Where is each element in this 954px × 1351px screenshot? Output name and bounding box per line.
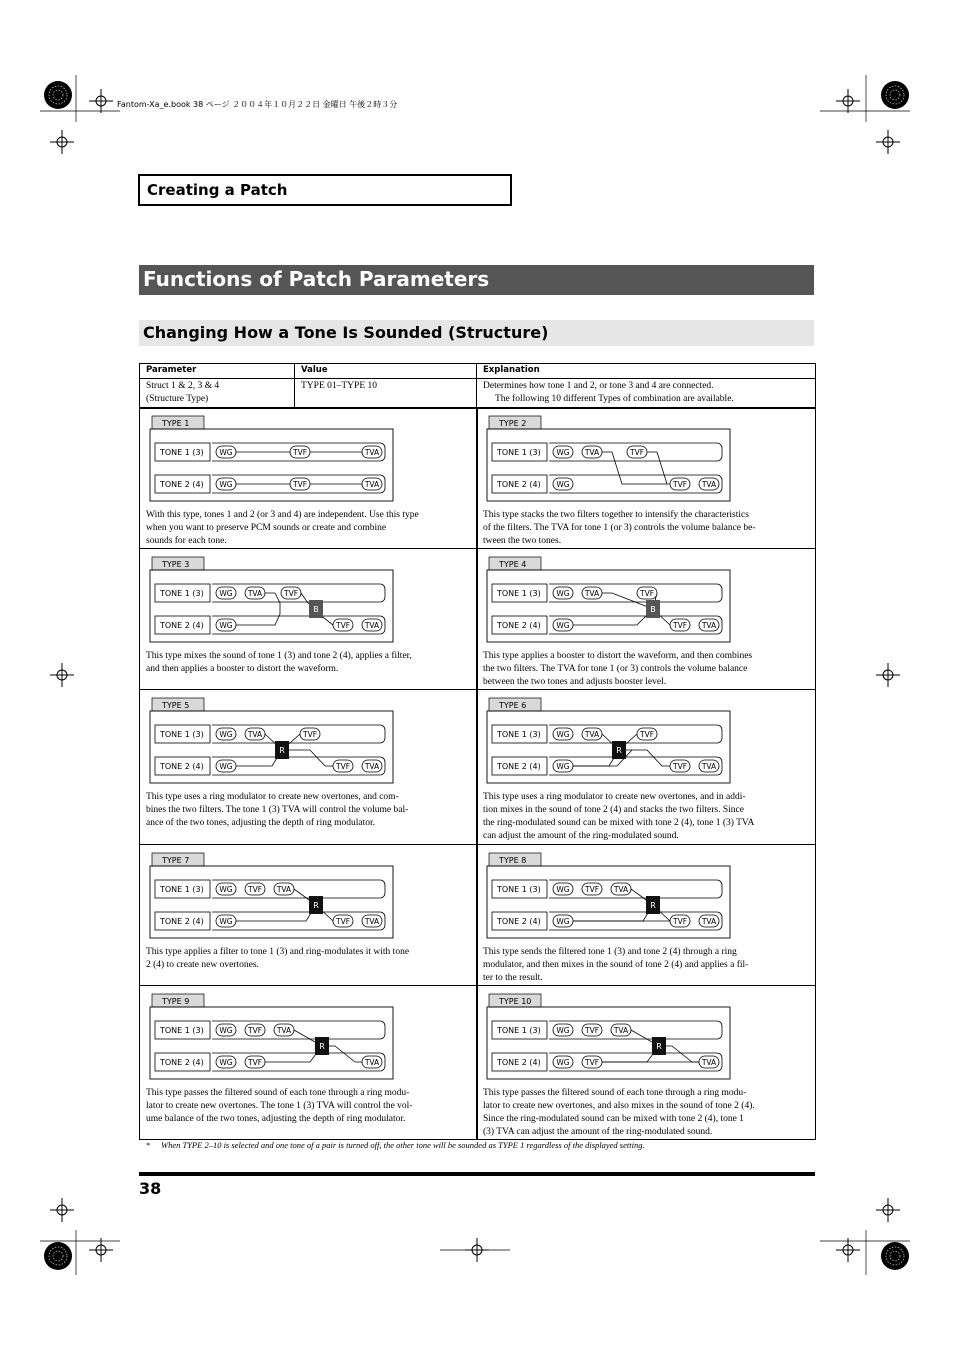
tvf-block (300, 728, 320, 740)
svg-text:TVF: TVF (335, 621, 351, 630)
tvf-block (582, 883, 602, 895)
svg-text:TVA: TVA (364, 917, 380, 926)
tvf-block (637, 728, 657, 740)
svg-text:R: R (650, 901, 656, 910)
type-label: TYPE 10 (499, 997, 532, 1006)
svg-text:WG: WG (556, 730, 570, 739)
tva-block (582, 446, 602, 458)
wg-block (216, 760, 236, 772)
svg-text:TVF: TVF (584, 885, 600, 894)
svg-text:TVF: TVF (639, 589, 655, 598)
table-header-row (140, 364, 816, 379)
tone-label: TONE 1 (3) (497, 448, 541, 457)
tvf-block (333, 619, 353, 631)
type-label: TYPE 3 (162, 560, 190, 569)
ring-modulator-block (315, 1037, 329, 1055)
structure-diagram (150, 852, 395, 942)
svg-text:TVA: TVA (364, 621, 380, 630)
description-line: This type stacks the two filters together to intensify the characteristics (483, 510, 749, 520)
svg-text:TVF: TVF (335, 762, 351, 771)
structure-diagram (150, 415, 395, 505)
description-line: the two filters. The TVA for tone 1 (or 3) controls the volume balance (483, 664, 748, 674)
type-description (146, 791, 471, 830)
tva-block (699, 915, 719, 927)
svg-text:TVF: TVF (283, 589, 299, 598)
description-line: This type applies a filter to tone 1 (3) and ring-modulates it with tone (146, 947, 410, 957)
svg-text:WG: WG (219, 621, 233, 630)
type-cell (476, 407, 816, 549)
description-line: This type mixes the sound of tone 1 (3) and tone 2 (4), applies a filter, (146, 651, 412, 661)
wg-block (216, 587, 236, 599)
svg-text:WG: WG (219, 448, 233, 457)
description-line: ter to the result. (483, 973, 543, 983)
svg-text:WG: WG (219, 917, 233, 926)
table-header: Parameter (140, 364, 295, 379)
svg-text:B: B (650, 605, 656, 614)
footnote-text: When TYPE 2–10 is selected and one tone of a pair is turned off, the other tone will be sounded as TYPE 1 regardless of the displayed setting. (161, 1140, 645, 1150)
routing-line (236, 905, 316, 921)
svg-text:R: R (319, 1042, 325, 1051)
signal-lane (212, 1021, 385, 1039)
structure-diagram (487, 556, 732, 646)
svg-text:TVA: TVA (584, 730, 600, 739)
wg-block (553, 619, 573, 631)
tone-label: TONE 2 (4) (497, 917, 541, 926)
tone-label: TONE 1 (3) (497, 730, 541, 739)
svg-text:WG: WG (219, 1058, 233, 1067)
booster-block (309, 600, 323, 618)
description-line: With this type, tones 1 and 2 (or 3 and 4) are independent. Use this type (146, 510, 419, 520)
tvf-block (245, 1056, 265, 1068)
svg-text:WG: WG (556, 917, 570, 926)
tone-label: TONE 1 (3) (160, 589, 204, 598)
svg-text:TVA: TVA (701, 1058, 717, 1067)
svg-text:TVF: TVF (335, 917, 351, 926)
structure-diagram (487, 415, 732, 505)
page-number: 38 (139, 1179, 162, 1198)
wg-block (553, 760, 573, 772)
type-description (483, 1087, 808, 1139)
tva-block (362, 446, 382, 458)
type-label: TYPE 7 (162, 856, 190, 865)
type-cell (139, 985, 478, 1140)
description-line: This type passes the filtered sound of each tone through a ring modu- (483, 1088, 747, 1098)
svg-text:TVF: TVF (672, 917, 688, 926)
svg-text:TVA: TVA (701, 762, 717, 771)
description-line: lator to create new overtones. The tone 1 (3) TVA will control the vol- (146, 1101, 413, 1111)
svg-text:TVA: TVA (276, 1026, 292, 1035)
svg-text:WG: WG (556, 762, 570, 771)
wg-block (553, 587, 573, 599)
wg-block (553, 1024, 573, 1036)
wg-block (553, 446, 573, 458)
footnote-marker: * (146, 1140, 151, 1150)
parameter-subname: (Structure Type) (146, 394, 209, 404)
tva-block (362, 619, 382, 631)
tvf-block (582, 1024, 602, 1036)
svg-text:TVA: TVA (584, 589, 600, 598)
structure-diagram (487, 697, 732, 787)
description-line: and then applies a booster to distort the waveform. (146, 664, 339, 674)
tvf-block (245, 883, 265, 895)
tvf-block (637, 587, 657, 599)
description-line: tion mixes in the sound of tone 2 (4) and stacks the two filters. Since (483, 805, 744, 815)
signal-lane (549, 584, 722, 602)
svg-text:TVF: TVF (247, 1058, 263, 1067)
tva-block (699, 1056, 719, 1068)
svg-text:TVA: TVA (247, 730, 263, 739)
type-cell (476, 548, 816, 690)
tva-block (699, 619, 719, 631)
tone-label: TONE 2 (4) (497, 621, 541, 630)
table-header: Explanation (477, 364, 816, 379)
parameter-table (139, 363, 816, 409)
tone-label: TONE 2 (4) (497, 762, 541, 771)
svg-text:R: R (616, 746, 622, 755)
routing-line (573, 905, 653, 921)
signal-lane (549, 725, 722, 743)
description-line: This type passes the filtered sound of each tone through a ring modu- (146, 1088, 410, 1098)
svg-text:WG: WG (556, 1058, 570, 1067)
tvf-block (245, 1024, 265, 1036)
tone-label: TONE 2 (4) (160, 762, 204, 771)
routing-line (602, 1046, 659, 1062)
svg-text:WG: WG (556, 885, 570, 894)
tvf-block (627, 446, 647, 458)
tvf-block (333, 915, 353, 927)
wg-block (553, 478, 573, 490)
structure-diagram (487, 852, 732, 942)
tva-block (611, 883, 631, 895)
type-description (146, 946, 471, 972)
tvf-block (670, 478, 690, 490)
description-line: This type applies a booster to distort the waveform, and then combines (483, 651, 753, 661)
type-cell (476, 844, 816, 986)
description-line: This type sends the filtered tone 1 (3) and tone 2 (4) through a ring (483, 947, 737, 957)
signal-lane (212, 725, 385, 743)
svg-text:TVF: TVF (629, 448, 645, 457)
parameter-name: Struct 1 & 2, 3 & 4 (146, 381, 220, 391)
booster-block (646, 600, 660, 618)
svg-text:TVA: TVA (364, 448, 380, 457)
tva-block (582, 587, 602, 599)
wg-block (216, 1024, 236, 1036)
structure-diagram (150, 993, 395, 1083)
routing-line (647, 452, 667, 484)
svg-text:TVA: TVA (276, 885, 292, 894)
description-line: ume balance of the two tones, adjusting the depth of ring modulator. (146, 1114, 406, 1124)
wg-block (216, 1056, 236, 1068)
svg-text:B: B (313, 605, 319, 614)
tvf-block (670, 619, 690, 631)
ring-modulator-block (646, 896, 660, 914)
svg-text:TVF: TVF (292, 480, 308, 489)
tone-label: TONE 1 (3) (497, 1026, 541, 1035)
sub-heading-text: Changing How a Tone Is Sounded (Structure) (143, 323, 549, 342)
type-description (483, 791, 808, 843)
type-cell (476, 985, 816, 1140)
section-title: Creating a Patch (147, 181, 288, 199)
tone-label: TONE 2 (4) (497, 480, 541, 489)
explanation-line: The following 10 different Types of combination are available. (495, 394, 734, 404)
explanation-line: Determines how tone 1 and 2, or tone 3 and 4 are connected. (483, 381, 714, 391)
tone-label: TONE 1 (3) (160, 1026, 204, 1035)
type-cell (139, 407, 478, 549)
wg-block (216, 728, 236, 740)
type-label: TYPE 8 (499, 856, 527, 865)
svg-text:TVF: TVF (584, 1058, 600, 1067)
svg-text:TVA: TVA (364, 480, 380, 489)
type-label: TYPE 9 (162, 997, 190, 1006)
description-line: Since the ring-modulated sound can be mixed with tone 2 (4), tone 1 (483, 1114, 744, 1124)
tone-label: TONE 1 (3) (160, 885, 204, 894)
svg-text:TVF: TVF (672, 762, 688, 771)
table-row (140, 379, 816, 409)
type-description (146, 1087, 471, 1126)
tva-block (245, 587, 265, 599)
svg-text:R: R (656, 1042, 662, 1051)
description-line: ance of the two tones, adjusting the depth of ring modulator. (146, 818, 376, 828)
description-line: sounds for each tone. (146, 536, 227, 546)
type-description (146, 509, 471, 548)
tva-block (699, 760, 719, 772)
svg-text:TVF: TVF (247, 1026, 263, 1035)
description-line: modulator, and then mixes in the sound of tone 2 (4) and applies a fil- (483, 960, 749, 970)
tva-block (362, 760, 382, 772)
type-description (146, 650, 471, 676)
tone-label: TONE 1 (3) (160, 730, 204, 739)
type-cell (139, 689, 478, 845)
tvf-block (281, 587, 301, 599)
type-cell (139, 844, 478, 986)
tva-block (274, 883, 294, 895)
tone-label: TONE 2 (4) (160, 1058, 204, 1067)
svg-text:TVA: TVA (613, 1026, 629, 1035)
tvf-block (290, 478, 310, 490)
footer-rule (139, 1172, 815, 1176)
tvf-block (290, 446, 310, 458)
svg-text:TVA: TVA (584, 448, 600, 457)
tvf-block (582, 1056, 602, 1068)
svg-text:TVF: TVF (584, 1026, 600, 1035)
svg-text:TVA: TVA (247, 589, 263, 598)
svg-text:WG: WG (556, 589, 570, 598)
tone-label: TONE 2 (4) (160, 621, 204, 630)
tone-label: TONE 1 (3) (160, 448, 204, 457)
ring-modulator-block (275, 741, 289, 759)
type-cell (476, 689, 816, 845)
ring-modulator-block (612, 741, 626, 759)
wg-block (216, 478, 236, 490)
description-line: This type uses a ring modulator to create new overtones, and com- (146, 792, 399, 802)
svg-text:WG: WG (556, 1026, 570, 1035)
svg-text:WG: WG (219, 589, 233, 598)
svg-text:TVA: TVA (701, 621, 717, 630)
svg-text:R: R (313, 901, 319, 910)
tone-label: TONE 2 (4) (160, 917, 204, 926)
svg-text:TVA: TVA (701, 917, 717, 926)
type-label: TYPE 4 (499, 560, 527, 569)
svg-text:WG: WG (556, 621, 570, 630)
svg-text:TVF: TVF (672, 480, 688, 489)
structure-diagram (487, 993, 732, 1083)
signal-lane (549, 880, 722, 898)
description-line: tween the two tones. (483, 536, 562, 546)
tone-label: TONE 2 (4) (160, 480, 204, 489)
structure-diagram (150, 697, 395, 787)
wg-block (216, 446, 236, 458)
svg-text:TVF: TVF (672, 621, 688, 630)
section-title-box (138, 174, 512, 206)
ring-modulator-block (652, 1037, 666, 1055)
tvf-block (670, 915, 690, 927)
type-label: TYPE 5 (162, 701, 190, 710)
wg-block (216, 619, 236, 631)
description-line: can adjust the amount of the ring-modulated sound. (483, 831, 679, 841)
routing-line (573, 609, 653, 625)
tva-block (362, 1056, 382, 1068)
value-cell: TYPE 01–TYPE 10 (295, 379, 477, 409)
tone-label: TONE 1 (3) (497, 885, 541, 894)
tvf-block (670, 760, 690, 772)
tva-block (245, 728, 265, 740)
type-description (483, 946, 808, 985)
svg-text:WG: WG (219, 480, 233, 489)
type-description (483, 509, 808, 548)
description-line: of the filters. The TVA for tone 1 (or 3) controls the volume balance be- (483, 523, 756, 533)
parameter-cell (140, 379, 295, 409)
svg-text:TVF: TVF (302, 730, 318, 739)
structure-diagram (150, 556, 395, 646)
description-line: the ring-modulated sound can be mixed with tone 2 (4), tone 1 (3) TVA (483, 818, 755, 828)
description-line: when you want to preserve PCM sounds or create and combine (146, 523, 387, 533)
wg-block (216, 883, 236, 895)
type-label: TYPE 6 (499, 701, 527, 710)
svg-text:WG: WG (556, 448, 570, 457)
svg-text:TVA: TVA (613, 885, 629, 894)
wg-block (553, 883, 573, 895)
signal-lane (549, 1021, 722, 1039)
page-heading (139, 265, 814, 295)
routing-line (282, 750, 333, 766)
ring-modulator-block (309, 896, 323, 914)
svg-text:TVA: TVA (701, 480, 717, 489)
description-line: (3) TVA can adjust the amount of the ring-modulated sound. (483, 1127, 713, 1137)
wg-block (553, 728, 573, 740)
description-line: This type uses a ring modulator to create new overtones, and in addi- (483, 792, 746, 802)
description-line: lator to create new overtones, and also mixes in the sound of tone 2 (4). (483, 1101, 755, 1111)
svg-text:WG: WG (219, 762, 233, 771)
tone-label: TONE 1 (3) (497, 589, 541, 598)
description-line: between the two tones and adjusts booster level. (483, 677, 667, 687)
wg-block (216, 915, 236, 927)
svg-text:TVA: TVA (364, 1058, 380, 1067)
svg-text:WG: WG (219, 1026, 233, 1035)
type-label: TYPE 2 (499, 419, 527, 428)
svg-text:TVF: TVF (292, 448, 308, 457)
routing-line (265, 1046, 322, 1062)
svg-text:WG: WG (219, 885, 233, 894)
tva-block (582, 728, 602, 740)
file-info: Fantom-Xa_e.book 38 ページ ２００４年１０月２２日 金曜日 午後２時３分 (117, 100, 398, 109)
svg-text:WG: WG (219, 730, 233, 739)
tva-block (274, 1024, 294, 1036)
svg-text:TVF: TVF (639, 730, 655, 739)
tva-block (362, 915, 382, 927)
table-header: Value (295, 364, 477, 379)
type-cell (139, 548, 478, 690)
wg-block (553, 915, 573, 927)
tva-block (699, 478, 719, 490)
tva-block (611, 1024, 631, 1036)
routing-line (619, 750, 670, 766)
signal-lane (212, 880, 385, 898)
sub-heading (139, 320, 814, 346)
explanation-cell (477, 379, 816, 409)
tone-label: TONE 2 (4) (497, 1058, 541, 1067)
wg-block (553, 1056, 573, 1068)
svg-text:WG: WG (556, 480, 570, 489)
svg-text:TVA: TVA (364, 762, 380, 771)
type-description (483, 650, 808, 689)
svg-text:TVF: TVF (247, 885, 263, 894)
description-line: bines the two filters. The tone 1 (3) TVA will control the volume bal- (146, 805, 409, 815)
type-label: TYPE 1 (162, 419, 190, 428)
svg-text:R: R (279, 746, 285, 755)
page-heading-text: Functions of Patch Parameters (143, 267, 490, 291)
tva-block (362, 478, 382, 490)
description-line: 2 (4) to create new overtones. (146, 960, 259, 970)
tvf-block (333, 760, 353, 772)
